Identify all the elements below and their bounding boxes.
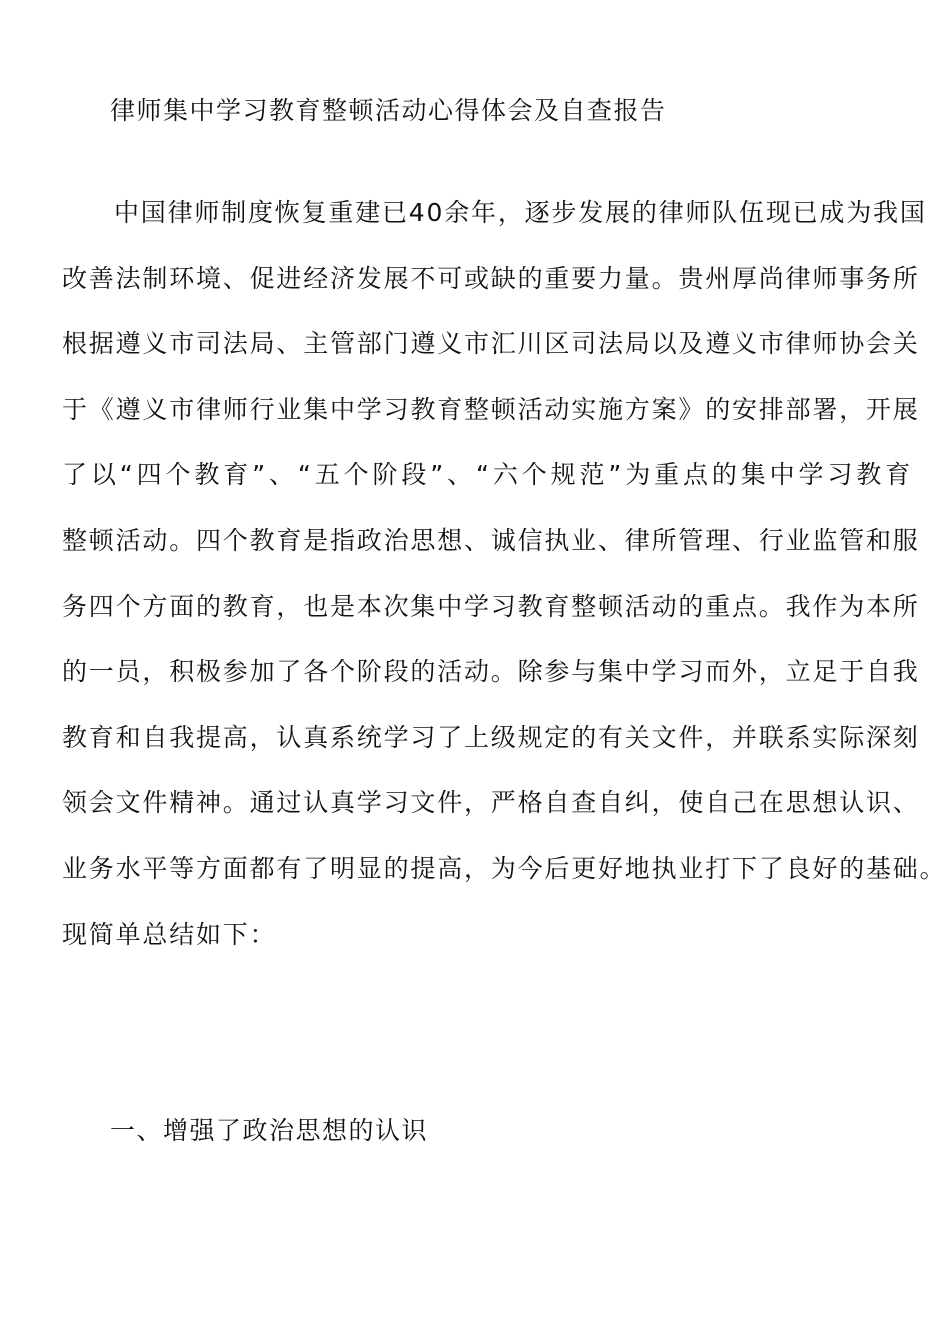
document-title: 律师集中学习教育整顿活动心得体会及自查报告 bbox=[110, 96, 667, 125]
body-paragraph bbox=[62, 196, 947, 983]
paragraph-line: 教育和自我提高，认真系统学习了上级规定的有关文件，并联系实际深刻 bbox=[62, 722, 920, 752]
paragraph-line: 于《遵义市律师行业集中学习教育整顿活动实施方案》的安排部署，开展 bbox=[62, 394, 920, 424]
paragraph-line: 务四个方面的教育，也是本次集中学习教育整顿活动的重点。我作为本所 bbox=[62, 591, 920, 621]
paragraph-line: 现简单总结如下： bbox=[62, 919, 277, 949]
paragraph-line: 根据遵义市司法局、主管部门遵义市汇川区司法局以及遵义市律师协会关 bbox=[62, 329, 920, 359]
paragraph-line: 领会文件精神。通过认真学习文件，严格自查自纠，使自己在思想认识、 bbox=[62, 788, 920, 818]
section-heading: 一、增强了政治思想的认识 bbox=[110, 1116, 429, 1145]
paragraph-line: 中国律师制度恢复重建已40余年，逐步发展的律师队伍现已成为我国 bbox=[114, 198, 927, 227]
paragraph-line: 的一员，积极参加了各个阶段的活动。除参与集中学习而外，立足于自我 bbox=[62, 657, 920, 687]
paragraph-line: 了以“四个教育”、“五个阶段”、“六个规范”为重点的集中学习教育 bbox=[62, 460, 912, 490]
paragraph-line: 整顿活动。四个教育是指政治思想、诚信执业、律所管理、行业监管和服 bbox=[62, 525, 920, 555]
paragraph-line: 业务水平等方面都有了明显的提高，为今后更好地执业打下了良好的基础。 bbox=[62, 853, 947, 883]
paragraph-line: 改善法制环境、促进经济发展不可或缺的重要力量。贵州厚尚律师事务所 bbox=[62, 263, 920, 293]
